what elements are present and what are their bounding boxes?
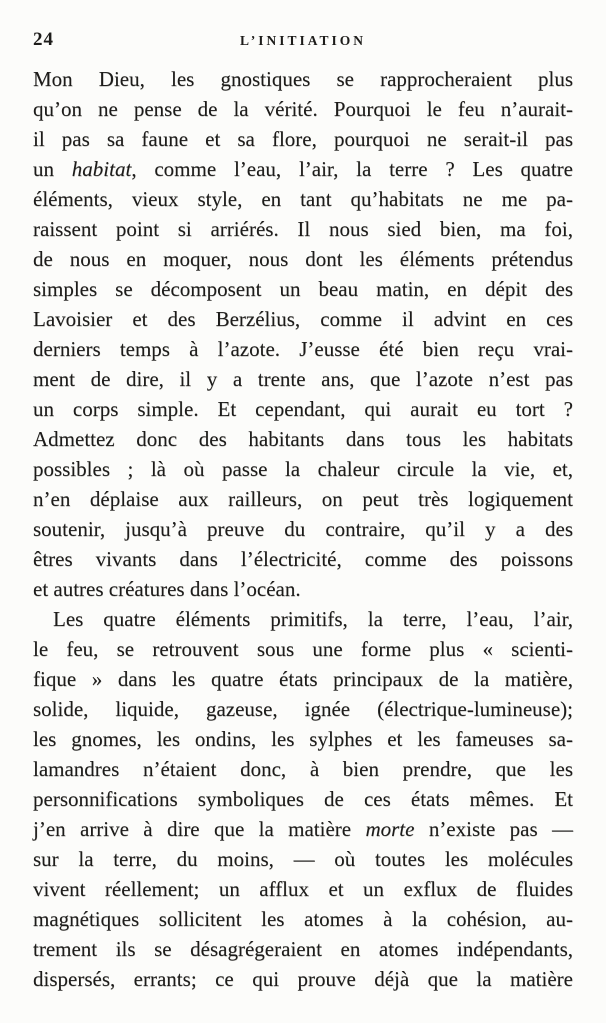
italic-text: morte — [365, 817, 415, 841]
text-line — [33, 154, 573, 184]
text-segment: fique » dans les quatre états principaux de la matière, — [33, 667, 573, 691]
text-line — [33, 904, 573, 934]
text-line — [33, 424, 573, 454]
text-segment: dispersés, errants; ce qui prouve déjà que la matière — [33, 967, 573, 991]
text-segment: vivent réellement; un afflux et un exflux de fluides — [33, 877, 573, 901]
text-segment: , comme l’eau, l’air, la terre ? Les quatre — [131, 157, 573, 181]
text-line — [33, 634, 573, 664]
paragraph — [33, 604, 573, 994]
text-line — [33, 334, 573, 364]
text-line — [33, 724, 573, 754]
text-segment: personnifications symboliques de ces états mêmes. Et — [33, 787, 573, 811]
text-segment: n’existe pas — — [414, 817, 573, 841]
text-segment: sur la terre, du moins, — où toutes les molécules — [33, 847, 573, 871]
text-line — [33, 814, 573, 844]
text-segment: éléments, vieux style, en tant qu’habitats ne me pa- — [33, 187, 573, 211]
text-segment: simples se décomposent un beau matin, en dépit des — [33, 277, 573, 301]
text-segment: derniers temps à l’azote. J’eusse été bien reçu vrai- — [33, 337, 573, 361]
text-line — [33, 64, 573, 94]
text-segment: un corps simple. Et cependant, qui aurait eu tort ? — [33, 397, 573, 421]
text-line — [33, 694, 573, 724]
text-segment: et autres créatures dans l’océan. — [33, 577, 301, 601]
text-line — [33, 784, 573, 814]
text-segment: il pas sa faune et sa flore, pourquoi ne serait-il pas — [33, 127, 573, 151]
text-line — [33, 94, 573, 124]
italic-text: habitat — [71, 157, 132, 181]
text-line — [33, 754, 573, 784]
text-segment: un — [33, 157, 72, 181]
text-line — [33, 244, 573, 274]
text-line — [33, 574, 573, 604]
running-title: L’INITIATION — [239, 33, 367, 48]
paragraph — [33, 64, 573, 604]
text-line — [33, 604, 573, 634]
text-segment: Les quatre éléments primitifs, la terre, l’eau, l’air, — [53, 607, 573, 631]
text-line — [33, 964, 573, 994]
text-line — [33, 304, 573, 334]
text-line — [33, 394, 573, 424]
text-line — [33, 274, 573, 304]
text-segment: êtres vivants dans l’électricité, comme des poissons — [33, 547, 573, 571]
text-segment: Admettez donc des habitants dans tous les habitats — [33, 427, 573, 451]
text-line — [33, 514, 573, 544]
text-line — [33, 184, 573, 214]
text-line — [33, 364, 573, 394]
page-body — [33, 64, 573, 994]
text-segment: lamandres n’étaient donc, à bien prendre, que les — [33, 757, 573, 781]
text-segment: raissent point si arriérés. Il nous sied bien, ma foi, — [33, 217, 573, 241]
text-line — [33, 454, 573, 484]
text-line — [33, 544, 573, 574]
text-segment: de nous en moquer, nous dont les éléments prétendus — [33, 247, 573, 271]
text-segment: le feu, se retrouvent sous une forme plus « scienti- — [33, 637, 573, 661]
text-line — [33, 484, 573, 514]
text-segment: trement ils se désagrégeraient en atomes indépendants, — [33, 937, 573, 961]
text-segment: n’en déplaise aux railleurs, on peut très logiquement — [33, 487, 573, 511]
text-line — [33, 664, 573, 694]
text-segment: possibles ; là où passe la chaleur circule la vie, et, — [33, 457, 573, 481]
text-segment: Lavoisier et des Berzélius, comme il advint en ces — [33, 307, 573, 331]
page-header — [33, 28, 573, 54]
text-line — [33, 874, 573, 904]
text-segment: ment de dire, il y a trente ans, que l’azote n’est pas — [33, 367, 573, 391]
text-segment: soutenir, jusqu’à preuve du contraire, qu’il y a des — [33, 517, 573, 541]
text-segment: j’en arrive à dire que la matière — [33, 817, 366, 841]
text-line — [33, 844, 573, 874]
text-segment: solide, liquide, gazeuse, ignée (électrique-lumineuse); — [33, 697, 573, 721]
text-line — [33, 124, 573, 154]
text-segment: Mon Dieu, les gnostiques se rapprocheraient plus — [33, 67, 573, 91]
text-segment: les gnomes, les ondins, les sylphes et les fameuses sa- — [33, 727, 573, 751]
text-segment: magnétiques sollicitent les atomes à la cohésion, au- — [33, 907, 573, 931]
page-number: 24 — [33, 29, 54, 50]
text-line — [33, 214, 573, 244]
text-segment: qu’on ne pense de la vérité. Pourquoi le feu n’aurait- — [33, 97, 573, 121]
text-line — [33, 934, 573, 964]
